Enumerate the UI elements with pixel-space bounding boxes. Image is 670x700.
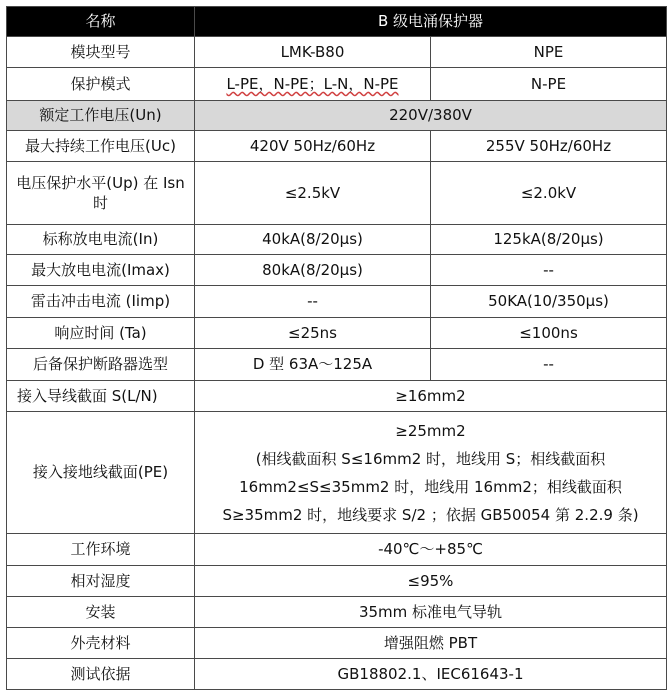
row-label: 响应时间 (Ta) — [7, 318, 195, 349]
table-row — [7, 381, 667, 412]
ground-section-value: ≥25mm2 — [395, 421, 466, 440]
row-label: 最大持续工作电压(Uc) — [7, 131, 195, 162]
table-row — [7, 162, 667, 225]
row-value-col2: ≤100ns — [431, 318, 667, 349]
table-row — [7, 534, 667, 566]
row-value-col2: ≤2.0kV — [431, 162, 667, 225]
table-row — [7, 597, 667, 628]
table-row — [7, 101, 667, 131]
row-value: ≥16mm2 — [195, 381, 667, 412]
row-label: 电压保护水平(Up) 在 Isn 时 — [7, 162, 195, 225]
row-value-col1: 40kA(8/20μs) — [195, 225, 431, 255]
row-label: 接入接地线截面(PE) — [7, 412, 195, 534]
row-value-col2: 255V 50Hz/60Hz — [431, 131, 667, 162]
row-label: 安装 — [7, 597, 195, 628]
row-label: 相对湿度 — [7, 566, 195, 597]
row-label: 模块型号 — [7, 37, 195, 68]
row-label: 额定工作电压(Un) — [7, 101, 195, 131]
row-value-col1: ≤25ns — [195, 318, 431, 349]
row-value: ≤95% — [195, 566, 667, 597]
table-row — [7, 286, 667, 318]
row-value-col2: N-PE — [431, 68, 667, 101]
row-value-col2: -- — [431, 255, 667, 286]
table-row — [7, 628, 667, 659]
row-value: 增强阻燃 PBT — [195, 628, 667, 659]
table-row — [7, 225, 667, 255]
table-row — [7, 566, 667, 597]
row-value-col1: 420V 50Hz/60Hz — [195, 131, 431, 162]
row-value-col2: NPE — [431, 37, 667, 68]
row-label: 接入导线截面 S(L/N) — [7, 381, 195, 412]
row-label: 后备保护断路器选型 — [7, 349, 195, 381]
table-row — [7, 131, 667, 162]
row-value-col1: 80kA(8/20μs) — [195, 255, 431, 286]
table-row — [7, 255, 667, 286]
row-value: GB18802.1、IEC61643-1 — [195, 659, 667, 690]
table-row — [7, 318, 667, 349]
row-label: 最大放电电流(Imax) — [7, 255, 195, 286]
row-label: 外壳材料 — [7, 628, 195, 659]
table-row — [7, 659, 667, 690]
row-value-col2: 50KA(10/350μs) — [431, 286, 667, 318]
row-label: 保护模式 — [7, 68, 195, 101]
row-value-col2: -- — [431, 349, 667, 381]
spd-spec-table — [6, 6, 667, 690]
table-row — [7, 412, 667, 534]
header-product-cell: B 级电涌保护器 — [195, 7, 667, 37]
table-row — [7, 349, 667, 381]
row-value-col1: LMK-B80 — [195, 37, 431, 68]
row-value-col1: -- — [195, 286, 431, 318]
row-value-col1: D 型 63A～125A — [195, 349, 431, 381]
row-value-col1: ≤2.5kV — [195, 162, 431, 225]
row-value-col1: L-PE，N-PE；L-N，N-PE — [195, 68, 431, 101]
row-label: 测试依据 — [7, 659, 195, 690]
row-value: -40℃～+85℃ — [195, 534, 667, 566]
row-value: 35mm 标准电气导轨 — [195, 597, 667, 628]
header-name-cell: 名称 — [7, 7, 195, 37]
header-row — [7, 7, 667, 37]
table-row — [7, 68, 667, 101]
table-row — [7, 37, 667, 68]
ground-section-note: (相线截面积 S≤16mm2 时，地线用 S；相线截面积 16mm2≤S≤35mm2 时，地线用 16mm2；相线截面积 S≥35mm2 时，地线要求 S/2 ；依据 GB50054 第 2.2.9 条) — [222, 449, 639, 524]
row-label: 雷击冲击电流 (Iimp) — [7, 286, 195, 318]
row-label: 标称放电电流(In) — [7, 225, 195, 255]
row-value-col2: 125kA(8/20μs) — [431, 225, 667, 255]
row-label: 工作环境 — [7, 534, 195, 566]
row-value: 220V/380V — [195, 101, 667, 131]
row-value — [195, 412, 667, 534]
